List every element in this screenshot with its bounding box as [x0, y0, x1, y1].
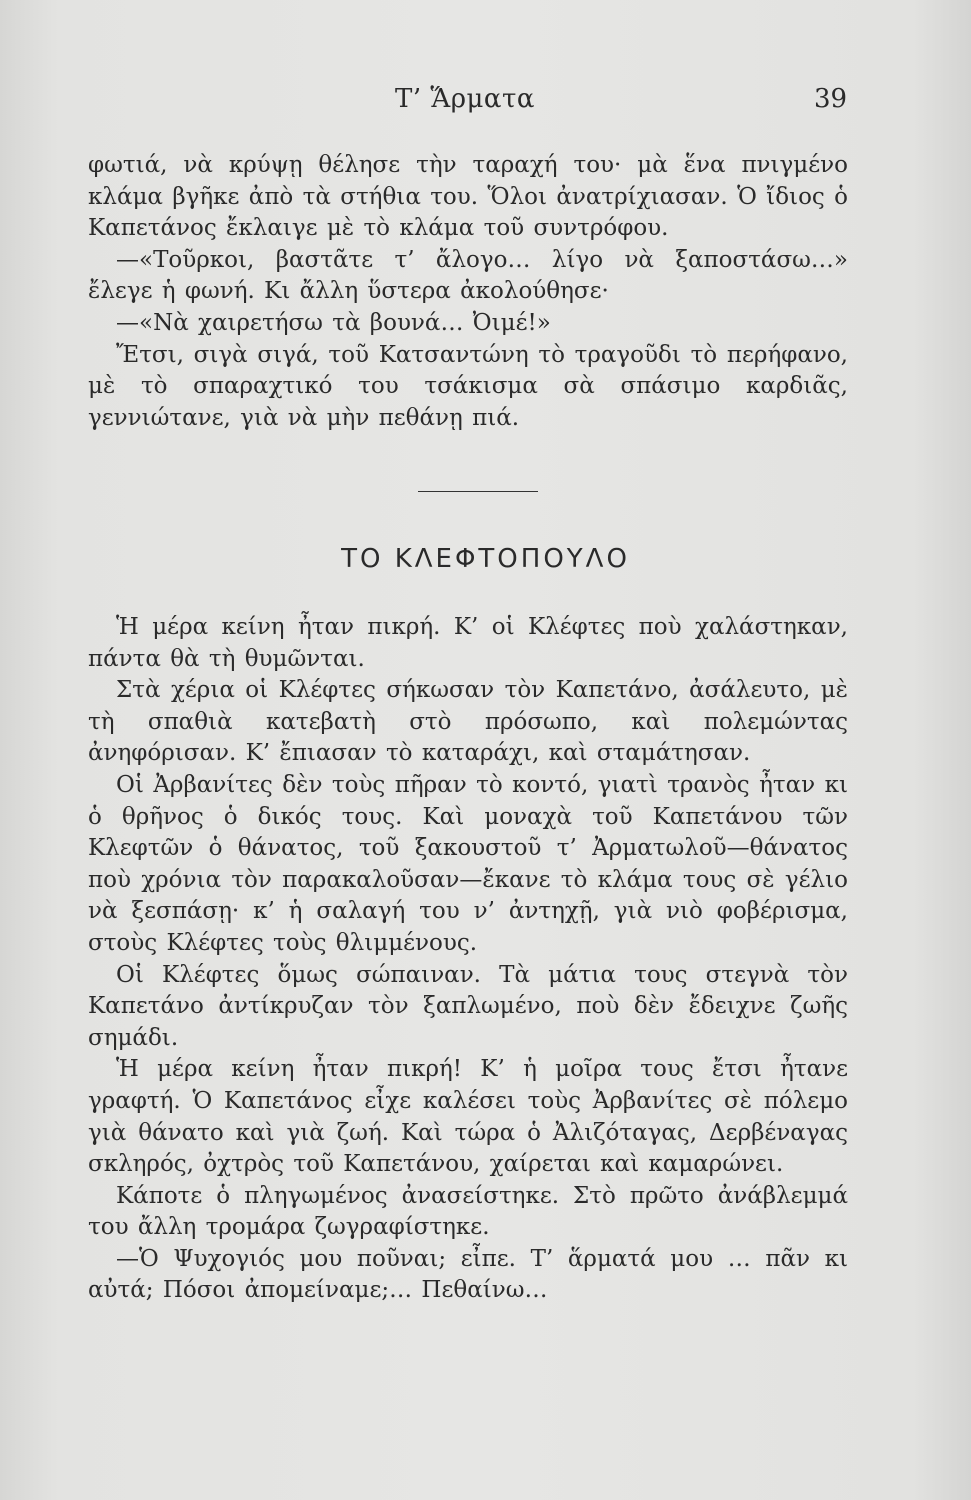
- paragraph: Οἱ Κλέφτες ὅμως σώπαιναν. Τὰ μάτια τους στεγνὰ τὸν Καπετάνο ἀντίκρυζαν τὸν ξαπλωμένο, ποὺ δὲν ἔδειχνε ζωῆς σημάδι.: [88, 961, 848, 1051]
- paragraph: —«Τοῦρκοι, βαστᾶτε τ’ ἄλογο… λίγο νὰ ξαποστάσω…» ἔλεγε ἡ φωνή. Κι ἄλλη ὕστερα ἀκολούθησε·: [88, 246, 848, 305]
- paragraph: φωτιά, νὰ κρύψῃ θέλησε τὴν ταραχή του· μὰ ἕνα πνιγμένο κλάμα βγῆκε ἀπὸ τὰ στήθια του. Ὅλοι ἀνατρίχιασαν. Ὁ ἴδιος ὁ Καπετάνος ἔκλαιγε μὲ τὸ κλάμα τοῦ συντρόφου.: [88, 152, 848, 242]
- paragraph: Κάποτε ὁ πληγωμένος ἀνασείστηκε. Στὸ πρῶτο ἀνάβλεμμά του ἄλλη τρομάρα ζωγραφίστηκε.: [88, 1182, 848, 1241]
- section-title: ΤΟ ΚΛΕΦΤΟΠΟΥΛΟ: [341, 544, 630, 574]
- running-title: Τ’ Ἅρματα: [395, 84, 535, 114]
- paragraph: Ἡ μέρα κείνη ἦταν πικρή! Κ’ ἡ μοῖρα τους ἔτσι ἦτανε γραφτή. Ὁ Καπετάνος εἶχε καλέσει τοὺς Ἀρβανίτες σὲ πόλεμο γιὰ θάνατο καὶ γιὰ ζωή. Καὶ τώρα ὁ Ἀλιζόταγας, Δερβέναγας σκληρός, ὀχτρὸς τοῦ Καπετάνου, χαίρεται καὶ καμαρώνει.: [88, 1056, 848, 1178]
- body-text-before-section: [88, 150, 848, 434]
- paragraph: Στὰ χέρια οἱ Κλέφτες σήκωσαν τὸν Καπετάνο, ἀσάλευτο, μὲ τὴ σπαθιὰ κατεβατὴ στὸ πρόσωπο, καὶ πολεμώντας ἀνηφόρισαν. Κ’ ἔπιασαν τὸ καταράχι, καὶ σταμάτησαν.: [88, 677, 848, 767]
- paragraph: —Ὁ Ψυχογιός μου ποῦναι; εἶπε. Τ’ ἅρματά μου … πᾶν κι αὐτά; Πόσοι ἀπομείναμε;… Πεθαίνω…: [88, 1245, 848, 1304]
- paragraph: Οἱ Ἀρβανίτες δὲν τοὺς πῆραν τὸ κοντό, γιατὶ τρανὸς ἦταν κι ὁ θρῆνος ὁ δικός τους. Καὶ μοναχὰ τοῦ Καπετάνου τῶν Κλεφτῶν ὁ θάνατος, τοῦ ξακουστοῦ τ’ Ἀρματωλοῦ—θάνατος ποὺ χρόνια τὸν παρακαλοῦσαν—ἔκανε τὸ κλάμα τους σὲ γέλιο νὰ ξεσπάσῃ· κ’ ἡ σαλαγή του ν’ ἀντηχῇ, γιὰ νιὸ φοβέρισμα, στοὺς Κλέφτες τοὺς θλιμμένους.: [88, 771, 848, 956]
- running-header: [0, 84, 971, 124]
- page-number: 39: [814, 84, 848, 114]
- paragraph: Ἔτσι, σιγὰ σιγά, τοῦ Κατσαντώνη τὸ τραγοῦδι τὸ περήφανο, μὲ τὸ σπαραχτικό του τσάκισμα σὰ σπάσιμο καρδιᾶς, γεννιώτανε, γιὰ νὰ μὴν πεθάνῃ πιά.: [88, 341, 848, 431]
- section-divider: [418, 491, 538, 492]
- body-text-section: [88, 612, 848, 1307]
- paragraph: Ἡ μέρα κείνη ἦταν πικρή. Κ’ οἱ Κλέφτες ποὺ χαλάστηκαν, πάντα θὰ τὴ θυμῶνται.: [88, 614, 848, 672]
- paragraph: —«Νὰ χαιρετήσω τὰ βουνά… Ὀιμέ!»: [116, 309, 551, 336]
